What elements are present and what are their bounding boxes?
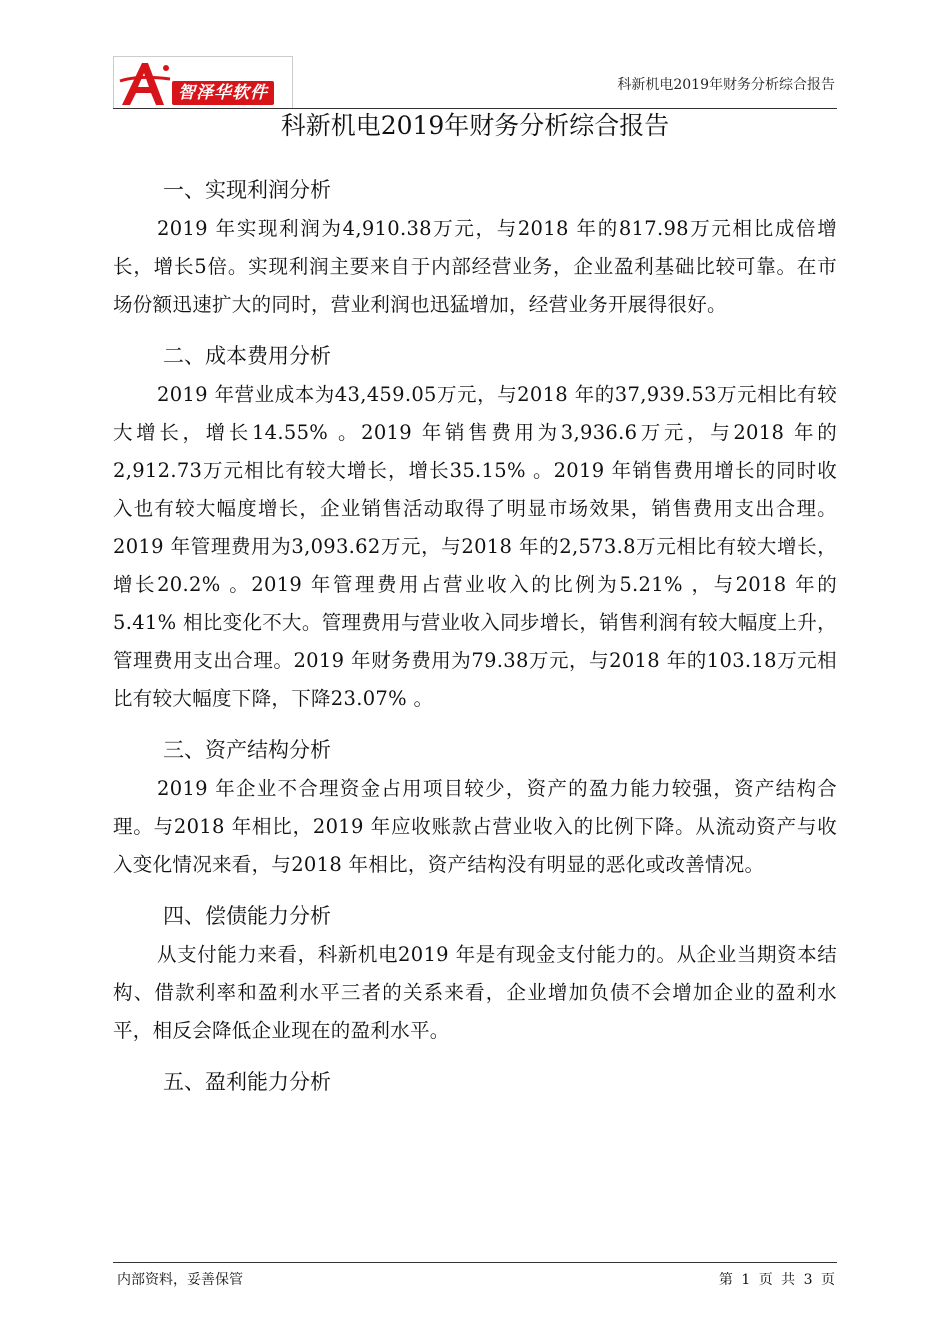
section-heading: 二、成本费用分析 [163,344,331,368]
section-profit [113,170,837,324]
logo-a-icon [118,59,174,107]
logo-text: 智泽华软件 [172,81,274,105]
section-heading: 三、资产结构分析 [163,738,331,762]
section-profitability [113,1062,837,1102]
document-body [113,170,837,1106]
confidential-note: 内部资料，妥善保管 [117,1272,243,1288]
paragraph: 从支付能力来看，科新机电2019 年是有现金支付能力的。从企业当期资本结构、借款利率和盈利水平三者的关系来看，企业增加负债不会增加企业的盈利水平，相反会降低企业现在的盈利水平。 [113,943,837,1042]
section-heading: 四、偿债能力分析 [163,904,331,928]
page-footer [113,1262,837,1293]
section-heading: 五、盈利能力分析 [163,1070,331,1094]
section-cost [113,336,837,718]
header-title: 科新机电2019年财务分析综合报告 [617,77,835,93]
company-logo [113,56,293,108]
section-solvency [113,896,837,1050]
paragraph: 2019 年企业不合理资金占用项目较少，资产的盈力能力较强，资产结构合理。与2018 年相比，2019 年应收账款占营业收入的比例下降。从流动资产与收入变化情况来看，与2018 年相比，资产结构没有明显的恶化或改善情况。 [113,777,837,876]
document-title: 科新机电2019年财务分析综合报告 [280,111,670,140]
section-asset [113,730,837,884]
paragraph: 2019 年实现利润为4,910.38万元，与2018 年的817.98万元相比成倍增长，增长5倍。实现利润主要来自于内部经营业务，企业盈利基础比较可靠。在市场份额迅速扩大的同时，营业利润也迅猛增加，经营业务开展得很好。 [113,217,837,316]
paragraph: 2019 年营业成本为43,459.05万元，与2018 年的37,939.53万元相比有较大增长，增长14.55% 。2019 年销售费用为3,936.6万元，与2018 年的2,912.73万元相比有较大增长，增长35.15% 。2019 年销售费用增长的同时收入也有较大幅度增长，企业销售活动取得了明显市场效果，销售费用支出合理。2019 年管理费用为3,093.62万元，与2018 年的2,573.8万元相比有较大增长，增长20.2% 。2019 年管理费用占营业收入的比例为5.21% ，与2018 年的5.41% 相比变化不大。管理费用与营业收入同步增长，销售利润有较大幅度上升，管理费用支出合理。2019 年财务费用为79.38万元，与2018 年的103.18万元相比有较大幅度下降，下降23.07% 。 [113,383,837,710]
section-heading: 一、实现利润分析 [163,178,331,202]
page-number: 第 1 页 共 3 页 [718,1272,835,1288]
page-header [113,56,837,109]
